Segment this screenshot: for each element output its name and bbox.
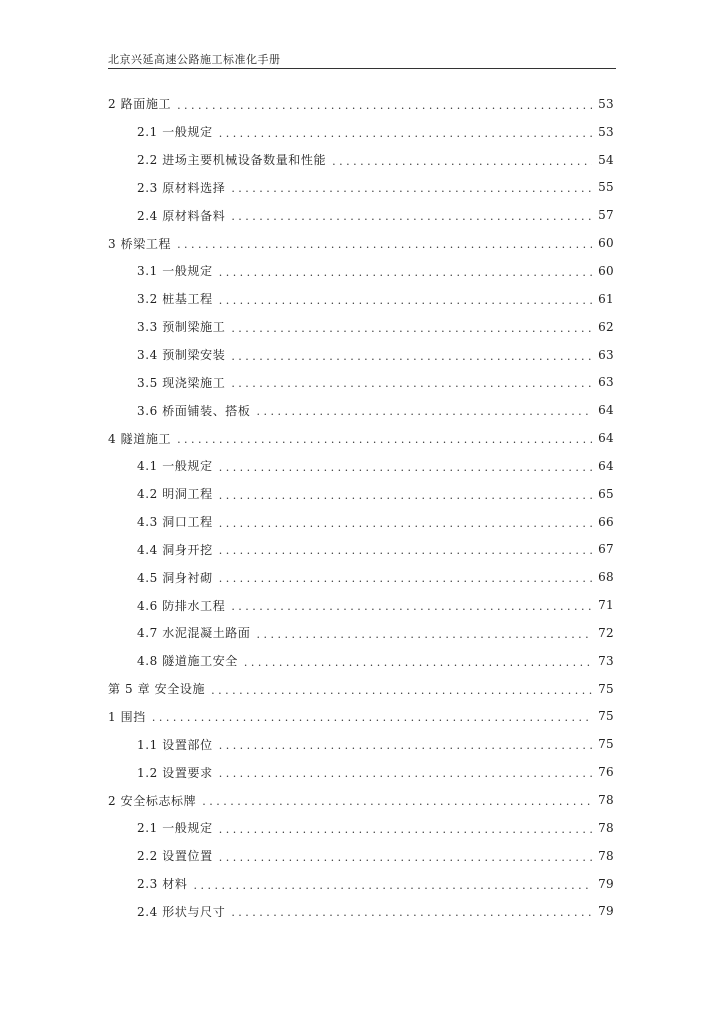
toc-leader-dots xyxy=(219,543,592,557)
toc-page-number: 64 xyxy=(598,458,614,473)
page-header xyxy=(108,50,616,69)
toc-section-entry[interactable] xyxy=(108,229,614,257)
toc-subsection-entry[interactable] xyxy=(108,536,614,564)
toc-leader-dots xyxy=(257,404,593,418)
toc-leader-dots xyxy=(219,571,592,585)
toc-section-entry[interactable] xyxy=(108,786,614,814)
toc-subsection-entry[interactable] xyxy=(108,563,614,591)
toc-entry-label: 2.3 原材料选择 xyxy=(137,180,226,195)
toc-entry-label: 2 安全标志标牌 xyxy=(108,793,197,808)
toc-subsection-entry[interactable] xyxy=(108,118,614,146)
toc-leader-dots xyxy=(219,516,592,530)
toc-leader-dots xyxy=(231,209,592,223)
toc-leader-dots xyxy=(211,683,592,697)
toc-page-number: 79 xyxy=(598,904,614,919)
toc-entry-label: 3.5 现浇梁施工 xyxy=(137,375,226,390)
toc-page-number: 72 xyxy=(598,625,614,640)
toc-subsection-entry[interactable] xyxy=(108,146,614,174)
toc-entry-label: 2 路面施工 xyxy=(108,97,172,112)
toc-entry-label: 1.2 设置要求 xyxy=(137,765,213,780)
toc-leader-dots xyxy=(219,766,592,780)
toc-entry-label: 3.1 一般规定 xyxy=(137,264,213,279)
table-of-contents xyxy=(108,90,614,925)
toc-leader-dots xyxy=(231,376,592,390)
toc-page-number: 75 xyxy=(598,709,614,724)
toc-subsection-entry[interactable] xyxy=(108,647,614,675)
toc-leader-dots xyxy=(202,794,592,808)
toc-subsection-entry[interactable] xyxy=(108,508,614,536)
toc-entry-label: 4.8 隧道施工安全 xyxy=(137,654,238,669)
toc-entry-label: 第 5 章 安全设施 xyxy=(108,682,206,697)
toc-page-number: 78 xyxy=(598,848,614,863)
toc-subsection-entry[interactable] xyxy=(108,285,614,313)
toc-leader-dots xyxy=(177,98,592,112)
toc-page-number: 76 xyxy=(598,765,614,780)
toc-page-number: 63 xyxy=(598,347,614,362)
toc-entry-label: 4 隧道施工 xyxy=(108,431,172,446)
toc-subsection-entry[interactable] xyxy=(108,897,614,925)
toc-entry-label: 4.7 水泥混凝土路面 xyxy=(137,626,251,641)
toc-entry-label: 3.4 预制梁安装 xyxy=(137,348,226,363)
toc-subsection-entry[interactable] xyxy=(108,591,614,619)
toc-subsection-entry[interactable] xyxy=(108,480,614,508)
toc-subsection-entry[interactable] xyxy=(108,174,614,202)
toc-leader-dots xyxy=(244,655,592,669)
toc-entry-label: 2.1 一般规定 xyxy=(137,821,213,836)
toc-page-number: 57 xyxy=(598,208,614,223)
toc-leader-dots xyxy=(219,293,592,307)
toc-entry-label: 3.3 预制梁施工 xyxy=(137,320,226,335)
toc-entry-label: 2.4 形状与尺寸 xyxy=(137,904,226,919)
toc-section-entry[interactable] xyxy=(108,703,614,731)
toc-leader-dots xyxy=(231,349,592,363)
toc-page-number: 71 xyxy=(598,598,614,613)
toc-section-entry[interactable] xyxy=(108,424,614,452)
toc-subsection-entry[interactable] xyxy=(108,842,614,870)
toc-page-number: 53 xyxy=(598,96,614,111)
toc-subsection-entry[interactable] xyxy=(108,368,614,396)
toc-page-number: 78 xyxy=(598,820,614,835)
toc-leader-dots xyxy=(219,488,592,502)
toc-page-number: 55 xyxy=(598,180,614,195)
toc-subsection-entry[interactable] xyxy=(108,313,614,341)
toc-subsection-entry[interactable] xyxy=(108,452,614,480)
toc-page-number: 62 xyxy=(598,319,614,334)
toc-page-number: 75 xyxy=(598,737,614,752)
toc-entry-label: 2.1 一般规定 xyxy=(137,125,213,140)
toc-leader-dots xyxy=(231,321,592,335)
toc-section-entry[interactable] xyxy=(108,675,614,703)
toc-subsection-entry[interactable] xyxy=(108,758,614,786)
toc-page-number: 64 xyxy=(598,431,614,446)
toc-entry-label: 2.2 设置位置 xyxy=(137,849,213,864)
toc-page-number: 66 xyxy=(598,514,614,529)
toc-page-number: 64 xyxy=(598,403,614,418)
toc-entry-label: 2.4 原材料备料 xyxy=(137,208,226,223)
header-title: 北京兴延高速公路施工标准化手册 xyxy=(108,53,281,66)
toc-entry-label: 1 围挡 xyxy=(108,709,146,724)
toc-leader-dots xyxy=(219,460,592,474)
toc-page-number: 68 xyxy=(598,570,614,585)
toc-page-number: 63 xyxy=(598,375,614,390)
toc-page-number: 60 xyxy=(598,236,614,251)
toc-leader-dots xyxy=(332,154,592,168)
toc-leader-dots xyxy=(152,710,592,724)
toc-entry-label: 2.2 进场主要机械设备数量和性能 xyxy=(137,153,327,168)
toc-entry-label: 1.1 设置部位 xyxy=(137,737,213,752)
toc-entry-label: 3.6 桥面铺装、搭板 xyxy=(137,403,251,418)
toc-leader-dots xyxy=(219,265,592,279)
toc-leader-dots xyxy=(257,627,593,641)
toc-subsection-entry[interactable] xyxy=(108,814,614,842)
toc-entry-label: 3 桥梁工程 xyxy=(108,236,172,251)
toc-page-number: 75 xyxy=(598,681,614,696)
toc-leader-dots xyxy=(219,822,592,836)
toc-leader-dots xyxy=(177,237,592,251)
toc-entry-label: 2.3 材料 xyxy=(137,877,188,892)
toc-subsection-entry[interactable] xyxy=(108,396,614,424)
toc-entry-label: 4.6 防排水工程 xyxy=(137,598,226,613)
toc-leader-dots xyxy=(219,850,592,864)
toc-subsection-entry[interactable] xyxy=(108,201,614,229)
toc-entry-label: 4.4 洞身开挖 xyxy=(137,542,213,557)
toc-page-number: 67 xyxy=(598,542,614,557)
toc-entry-label: 3.2 桩基工程 xyxy=(137,292,213,307)
toc-leader-dots xyxy=(231,599,592,613)
toc-subsection-entry[interactable] xyxy=(108,870,614,898)
toc-entry-label: 4.5 洞身衬砌 xyxy=(137,570,213,585)
toc-subsection-entry[interactable] xyxy=(108,257,614,285)
toc-leader-dots xyxy=(194,878,593,892)
toc-page-number: 53 xyxy=(598,124,614,139)
toc-leader-dots xyxy=(219,126,592,140)
toc-page-number: 79 xyxy=(598,876,614,891)
toc-entry-label: 4.1 一般规定 xyxy=(137,459,213,474)
toc-entry-label: 4.2 明洞工程 xyxy=(137,487,213,502)
toc-page-number: 61 xyxy=(598,291,614,306)
toc-page-number: 60 xyxy=(598,263,614,278)
toc-page-number: 73 xyxy=(598,653,614,668)
toc-subsection-entry[interactable] xyxy=(108,341,614,369)
toc-leader-dots xyxy=(219,738,592,752)
toc-page-number: 78 xyxy=(598,793,614,808)
toc-leader-dots xyxy=(231,905,592,919)
toc-entry-label: 4.3 洞口工程 xyxy=(137,515,213,530)
toc-subsection-entry[interactable] xyxy=(108,619,614,647)
toc-page-number: 65 xyxy=(598,486,614,501)
toc-section-entry[interactable] xyxy=(108,90,614,118)
toc-page-number: 54 xyxy=(598,152,614,167)
toc-subsection-entry[interactable] xyxy=(108,730,614,758)
toc-leader-dots xyxy=(231,181,592,195)
toc-leader-dots xyxy=(177,432,592,446)
